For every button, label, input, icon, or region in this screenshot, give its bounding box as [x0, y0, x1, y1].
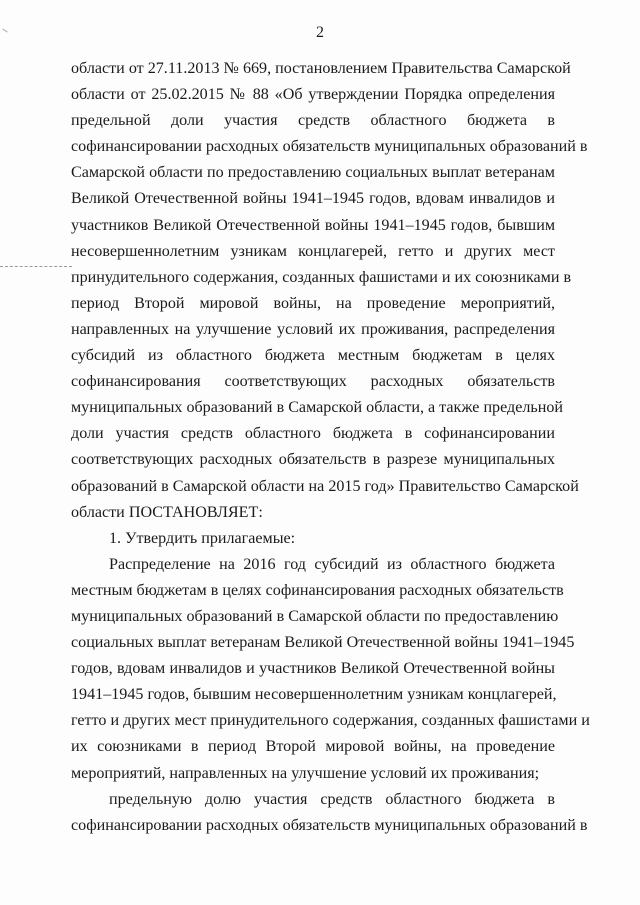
text-line: предельной доли участия средств областного бюджета в: [71, 112, 555, 130]
text-line: области от 25.02.2015 № 88 «Об утверждении Порядка определения: [71, 86, 555, 104]
text-line: местным бюджетам в целях софинансирования расходных обязательств: [71, 581, 564, 599]
text-line: муниципальных образований в Самарской области по предоставлению: [71, 607, 559, 625]
text-line: Великой Отечественной войны 1941–1945 годов, вдовам инвалидов и: [71, 190, 555, 208]
text-line: направленных на улучшение условий их проживания, распределения: [71, 320, 555, 338]
scan-margin-mark: [0, 266, 72, 267]
paragraph-item-1: [71, 526, 555, 552]
text-line: доли участия средств областного бюджета в софинансировании: [71, 425, 555, 443]
text-line: их союзниками в период Второй мировой войны, на проведение: [71, 738, 555, 756]
text-line: софинансирования соответствующих расходных обязательств: [71, 373, 555, 391]
text-line: предельную долю участия средств областного бюджета в: [109, 790, 555, 808]
text-line: период Второй мировой войны, на проведение мероприятий,: [71, 294, 555, 312]
text-line: 1941–1945 годов, бывшим несовершеннолетним узникам концлагерей,: [71, 686, 557, 704]
text-line: области ПОСТАНОВЛЯЕТ:: [71, 503, 263, 521]
text-line: гетто и других мест принудительного содержания, созданных фашистами и: [71, 712, 590, 730]
text-line: муниципальных образований в Самарской области, а также предельной: [71, 399, 564, 417]
text-line: принудительного содержания, созданных фашистами и их союзниками в: [71, 268, 572, 286]
text-line: софинансировании расходных обязательств муниципальных образований в: [71, 816, 588, 834]
text-line: Самарской области по предоставлению социальных выплат ветеранам: [71, 164, 555, 182]
text-line: участников Великой Отечественной войны 1941–1945 годов, бывшим: [71, 216, 555, 234]
paragraph-distribution: [71, 552, 590, 787]
paragraph-preamble: [71, 56, 588, 526]
paragraph-limit-share: [71, 787, 588, 839]
text-line: несовершеннолетним узникам концлагерей, гетто и других мест: [71, 242, 555, 260]
text-line: субсидий из областного бюджета местным бюджетам в целях: [71, 347, 555, 365]
page-number: 2: [316, 24, 324, 41]
text-line: 1. Утвердить прилагаемые:: [109, 529, 296, 547]
text-line: социальных выплат ветеранам Великой Отечественной войны 1941–1945: [71, 634, 575, 652]
text-line: области от 27.11.2013 № 669, постановлением Правительства Самарской: [71, 60, 571, 77]
document-body: [71, 56, 590, 839]
text-line: софинансировании расходных обязательств муниципальных образований в: [71, 138, 588, 156]
text-line: Распределение на 2016 год субсидий из областного бюджета: [109, 555, 555, 573]
text-line: мероприятий, направленных на улучшение условий их проживания;: [71, 764, 540, 782]
text-line: соответствующих расходных обязательств в разрезе муниципальных: [71, 451, 555, 469]
text-line: образований в Самарской области на 2015 год» Правительство Самарской: [71, 477, 579, 495]
text-line: годов, вдовам инвалидов и участников Великой Отечественной войны: [71, 660, 555, 678]
